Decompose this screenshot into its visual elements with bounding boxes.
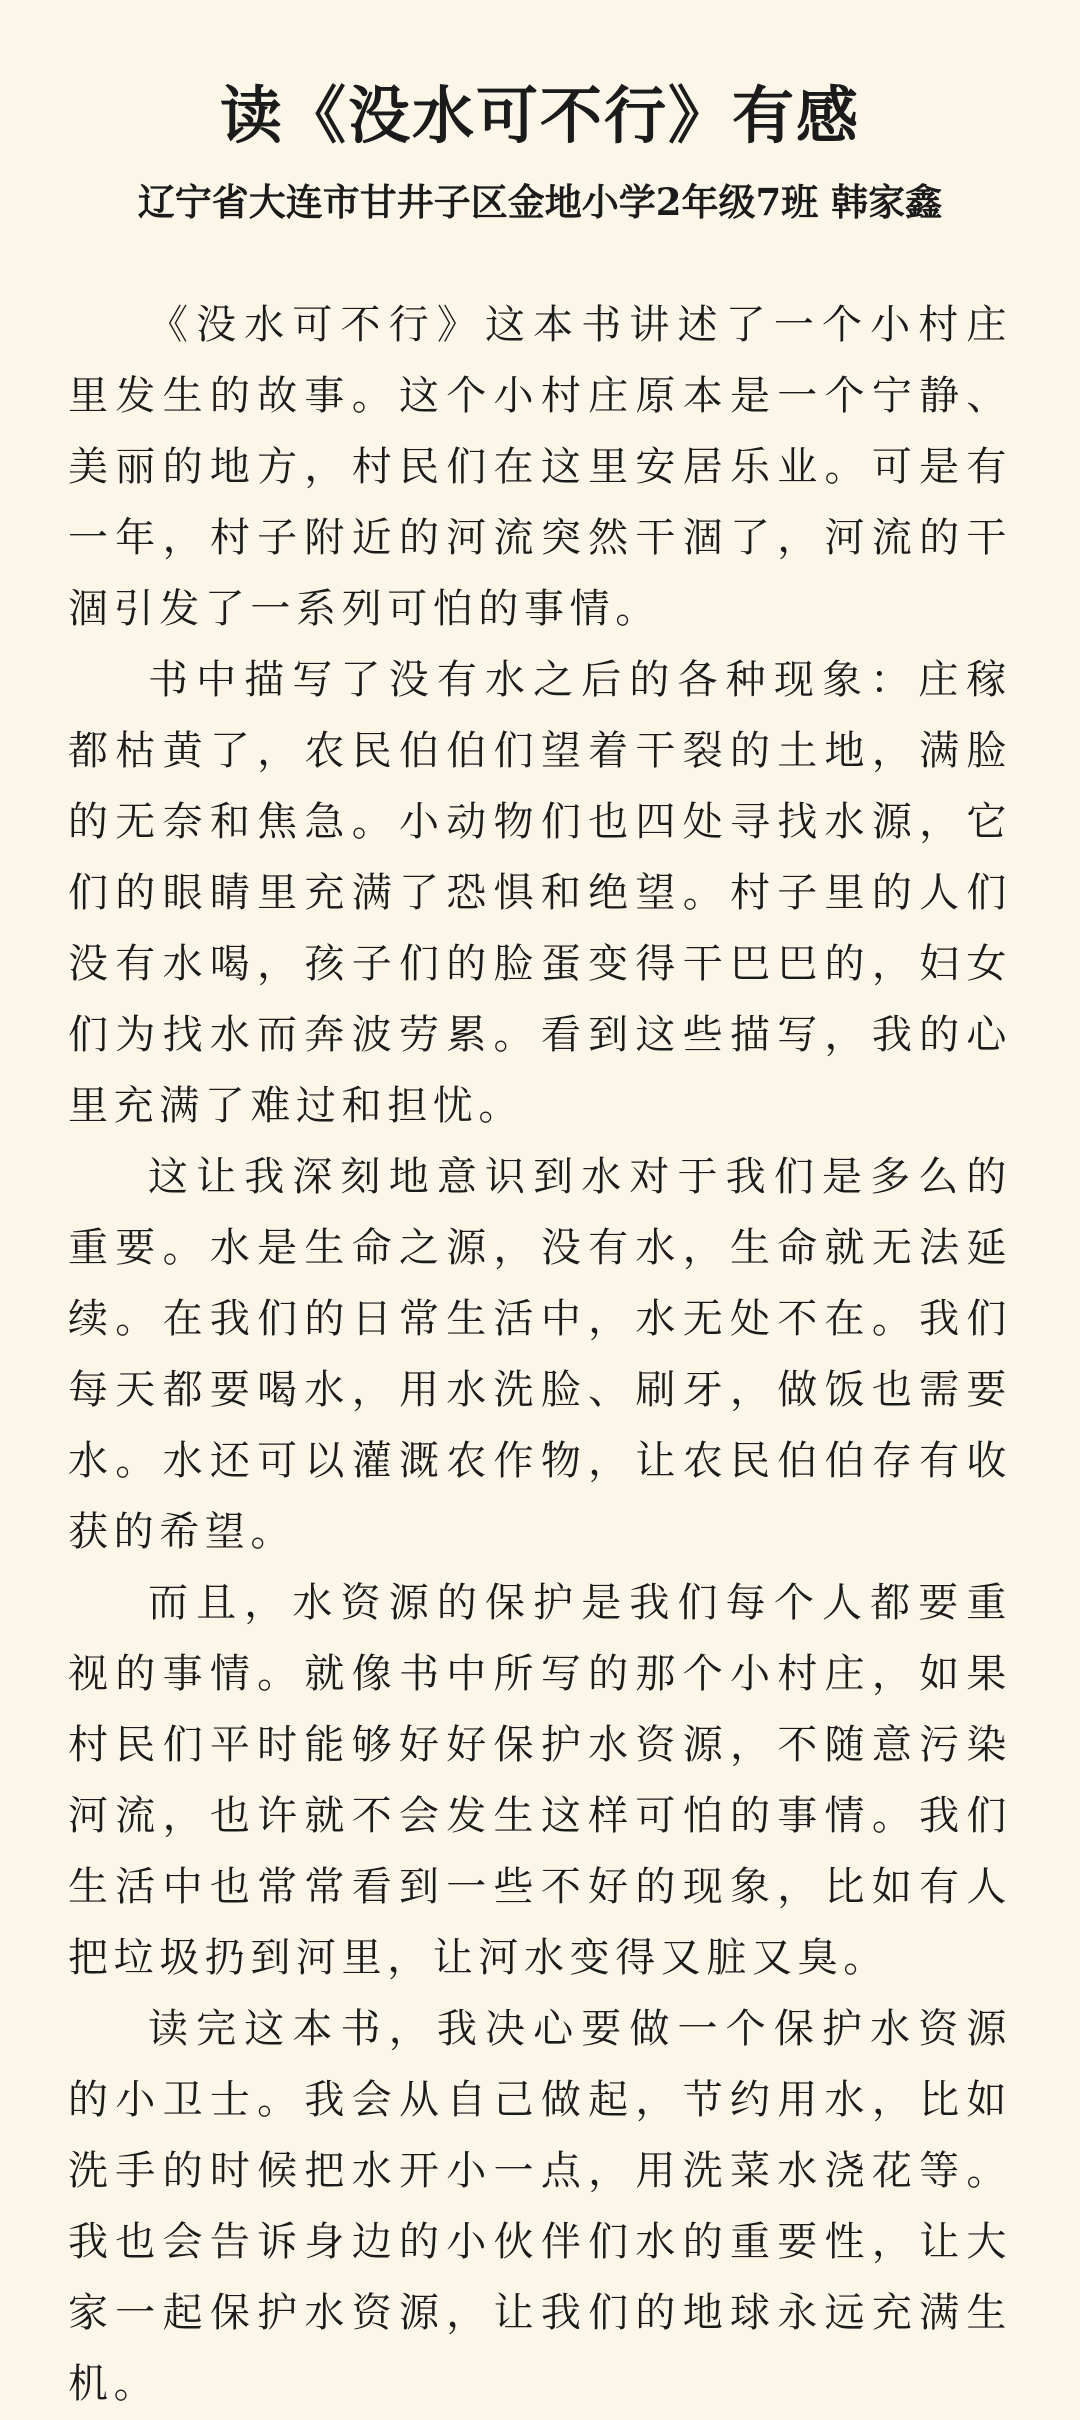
paragraph-3: 这让我深刻地意识到水对于我们是多么的重要。水是生命之源，没有水，生命就无法延续。在我们的日常生活中，水无处不在。我们每天都要喝水，用水洗脸、刷牙，做饭也需要水。水还可以灌溉农作物，让农民伯伯存有收获的希望。 (68, 1154, 1012, 1555)
author-byline: 辽宁省大连市甘井子区金地小学2年级7班 韩家鑫 (137, 180, 943, 224)
paragraph-5: 读完这本书，我决心要做一个保护水资源的小卫士。我会从自己做起，节约用水，比如洗手的时候把水开小一点，用洗菜水浇花等。我也会告诉身边的小伙伴们水的重要性，让大家一起保护水资源，让我们的地球永远充满生机。 (68, 2006, 1012, 2407)
paragraph-1: 《没水可不行》这本书讲述了一个小村庄里发生的故事。这个小村庄原本是一个宁静、美丽的地方，村民们在这里安居乐业。可是有一年，村子附近的河流突然干涸了，河流的干涸引发了一系列可怕的事情。 (68, 302, 1012, 632)
article-body (68, 290, 1012, 2420)
paragraph-2: 书中描写了没有水之后的各种现象：庄稼都枯黄了，农民伯伯们望着干裂的土地，满脸的无奈和焦急。小动物们也四处寻找水源，它们的眼睛里充满了恐惧和绝望。村子里的人们没有水喝，孩子们的脸蛋变得干巴巴的，妇女们为找水而奔波劳累。看到这些描写，我的心里充满了难过和担忧。 (68, 657, 1012, 1129)
paragraph-4: 而且，水资源的保护是我们每个人都要重视的事情。就像书中所写的那个小村庄，如果村民们平时能够好好保护水资源，不随意污染河流，也许就不会发生这样可怕的事情。我们生活中也常常看到一些不好的现象，比如有人把垃圾扔到河里，让河水变得又脏又臭。 (68, 1580, 1012, 1981)
article-title: 读《没水可不行》有感 (219, 79, 860, 152)
